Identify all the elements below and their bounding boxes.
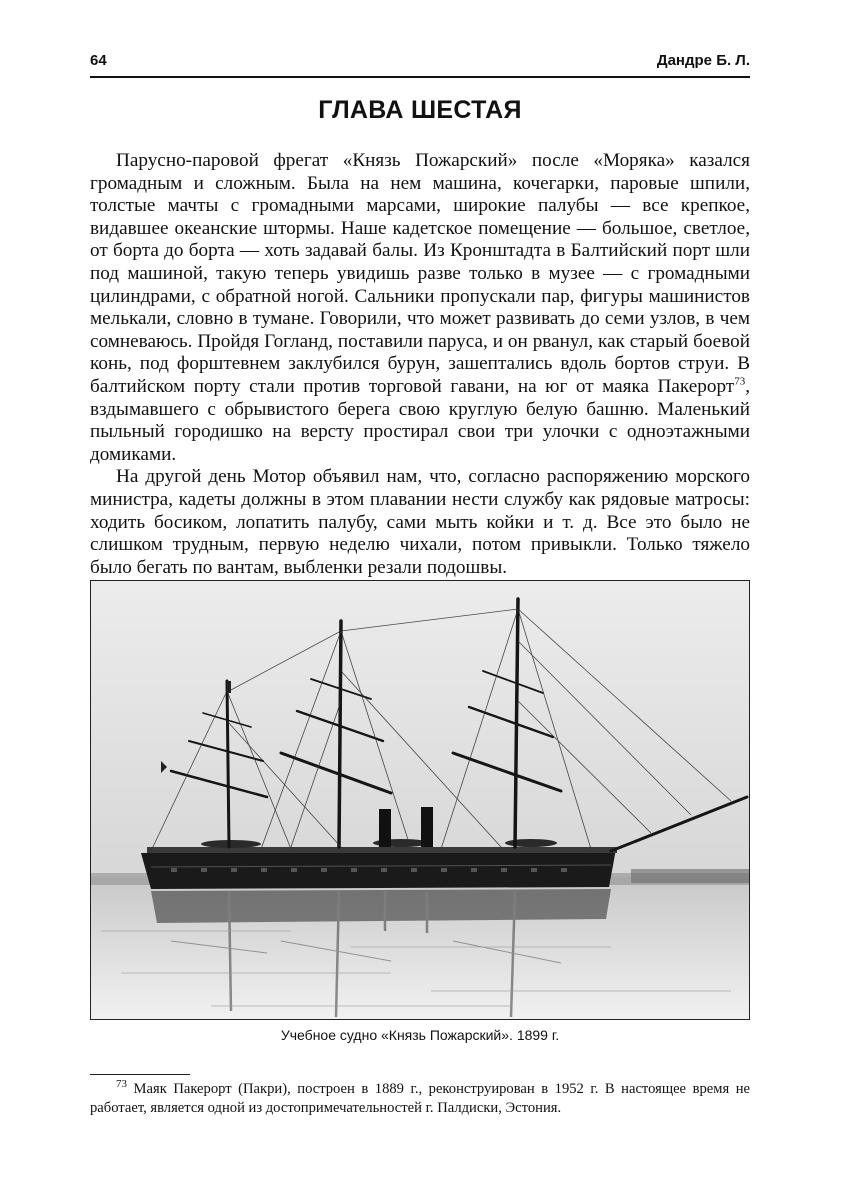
footnote-number: 73 [116, 1078, 127, 1091]
paragraph-1-text-b: , вздымавшего с обрывистого берега свою круглую белую башню. Маленький пыльный городишко на версту простирал свои три улочки с одноэтажными домиками. [90, 375, 750, 465]
body-text [90, 150, 750, 579]
footnote-text: Маяк Пакерорт (Пакри), построен в 1889 г., реконструирован в 1952 г. В настоящее время не работает, является одной из достопримечательностей г. Палдиски, Эстония. [90, 1081, 750, 1116]
page-number: 64 [90, 52, 107, 69]
footnote-reference[interactable]: 73 [734, 375, 746, 388]
running-author: Дандре Б. Л. [656, 52, 750, 69]
paragraph-1-text-a: Парусно-паровой фрегат «Князь Пожарский» после «Моряка» казался громадным и сложным. Была на нем машина, кочегарки, паровые шпили, толстые мачты с громадными марсами, широкие палубы — все крепкое, видавшее океанские штормы. Наше кадетское помещение — большое, светлое, от борта до борта — хоть задавай балы. Из Кронштадта в Балтийский порт шли под машиной, такую теперь увидишь разве только в музее — с громадными цилиндрами, с обратной ногой. Сальники пропускали пар, фигуры машинистов мелькали, словно в тумане. Говорили, что может развивать до семи узлов, в чем сомневаюсь. Пройдя Гогланд, поставили паруса, и он рванул, как старый боевой конь, под форштевнем заклубился бурун, зашептались вдоль бортов струи. В балтийском порту стали против торговой гавани, на юг от маяка Пакерорт [90, 150, 750, 397]
paragraph-2: На другой день Мотор объявил нам, что, согласно распоряжению морского министра, кадеты должны в этом плавании нести службу как рядовые матросы: ходить босиком, лопатить палубу, сами мыть койки и т. д. Все это было не слишком трудным, первую неделю чихали, потом привыкли. Только тяжело было бегать по вантам, выбленки резали подошвы. [90, 466, 750, 578]
footnote-rule [90, 1074, 190, 1075]
running-header [90, 48, 750, 74]
figure-caption: Учебное судно «Князь Пожарский». 1899 г. [280, 1027, 560, 1043]
footnote [90, 1080, 750, 1118]
ship-photograph [90, 580, 750, 1020]
chapter-title: ГЛАВА ШЕСТАЯ [318, 96, 522, 124]
paragraph-1 [90, 150, 750, 466]
ship-photo-illustration [91, 581, 749, 1019]
header-rule [90, 76, 750, 78]
